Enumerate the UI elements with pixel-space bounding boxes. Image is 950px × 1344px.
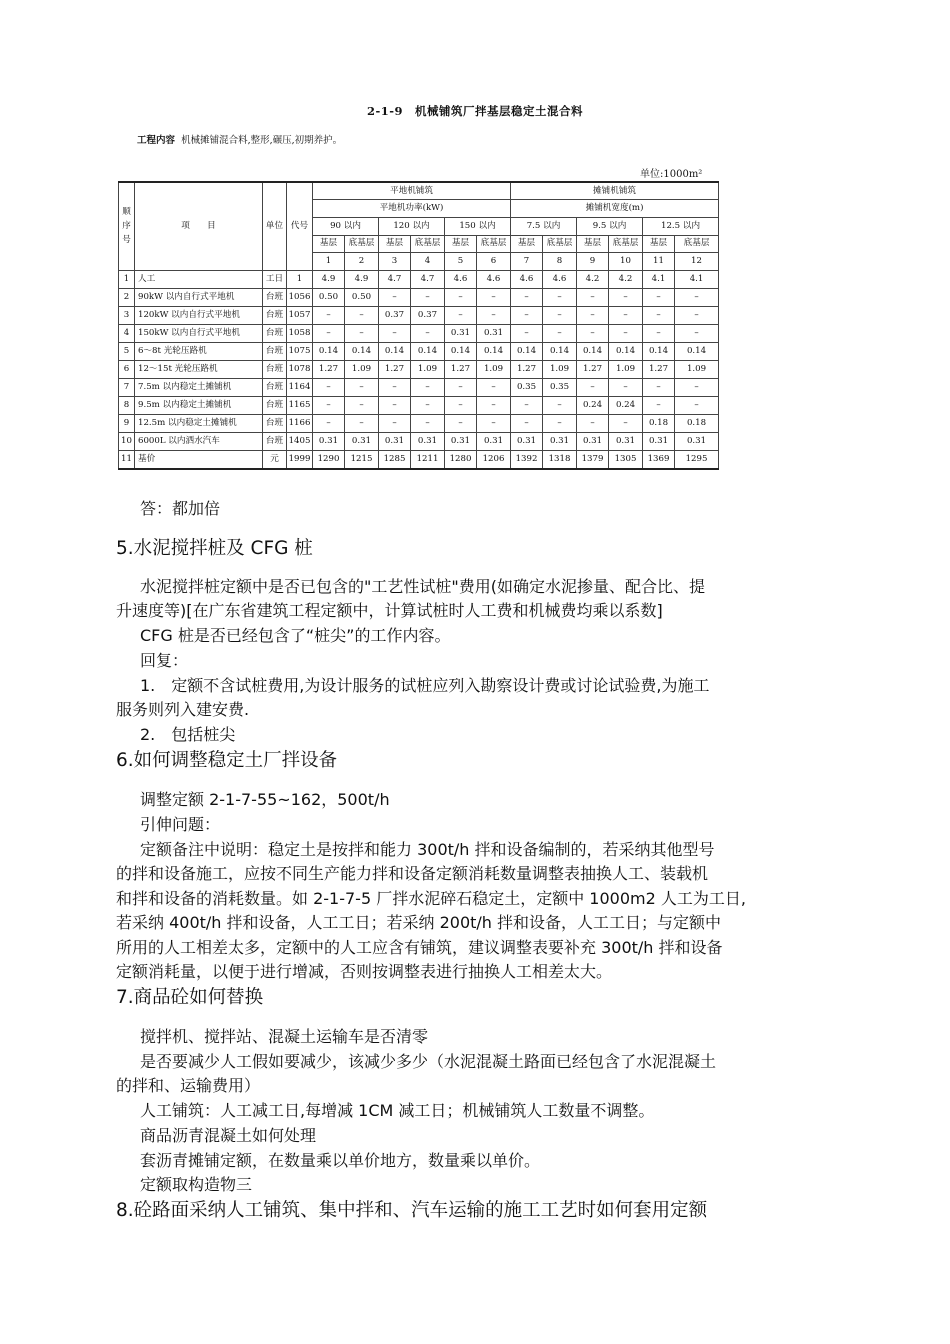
- row-value: –: [411, 324, 445, 342]
- row-value: 0.31: [477, 432, 511, 450]
- header-grader-power: 平地机功率(kW): [313, 200, 511, 218]
- row-value: –: [445, 378, 477, 396]
- row-item: 12～15t 光轮压路机: [135, 360, 263, 378]
- row-value: –: [675, 396, 719, 414]
- header-unit: 单位: [263, 182, 287, 270]
- row-value: 0.24: [577, 396, 609, 414]
- row-number: 11: [119, 450, 135, 469]
- row-item: 150kW 以内自行式平地机: [135, 324, 263, 342]
- header-layer: 基层: [577, 235, 609, 253]
- row-value: 1.09: [675, 360, 719, 378]
- s6-para-3a: 定额备注中说明：稳定土是按拌和能力 300t/h 拌和设备编制的，若采纳其他型号: [140, 840, 715, 859]
- header-group-paver: 摊铺机铺筑: [511, 182, 719, 200]
- s5-para-4a: 1. 定额不含试桩费用,为设计服务的试桩应列入勘察设计费或讨论试验费,为施工: [140, 676, 710, 695]
- s7-para-2b: 的拌和、运输费用）: [116, 1076, 261, 1095]
- row-value: –: [379, 396, 411, 414]
- row-value: –: [345, 324, 379, 342]
- header-layer: 底基层: [609, 235, 643, 253]
- header-layer: 基层: [511, 235, 543, 253]
- row-value: –: [609, 306, 643, 324]
- table-row: [119, 450, 719, 469]
- row-value: –: [643, 324, 675, 342]
- row-item: 基价: [135, 450, 263, 469]
- header-col-number: 4: [411, 253, 445, 271]
- row-value: –: [313, 414, 345, 432]
- row-item: 9.5m 以内稳定土摊铺机: [135, 396, 263, 414]
- row-value: –: [345, 414, 379, 432]
- row-item: 6～8t 光轮压路机: [135, 342, 263, 360]
- row-value: 4.9: [345, 270, 379, 288]
- row-unit: 台班: [263, 360, 287, 378]
- header-layer: 底基层: [675, 235, 719, 253]
- row-value: –: [643, 378, 675, 396]
- header-col-number: 9: [577, 253, 609, 271]
- header-col-number: 1: [313, 253, 345, 271]
- row-code: 1164: [287, 378, 313, 396]
- row-item: 120kW 以内自行式平地机: [135, 306, 263, 324]
- row-code: 1: [287, 270, 313, 288]
- row-value: –: [675, 288, 719, 306]
- row-value: –: [577, 324, 609, 342]
- s6-para-3e: 所用的人工相差太多，定额中的人工应含有铺筑，建议调整表要补充 300t/h 拌和设备: [116, 938, 723, 957]
- row-value: 1.09: [609, 360, 643, 378]
- header-layer: 底基层: [345, 235, 379, 253]
- header-layer: 底基层: [411, 235, 445, 253]
- row-value: 0.24: [609, 396, 643, 414]
- row-value: 4.2: [609, 270, 643, 288]
- section-7-heading: 7.商品砼如何替换: [116, 987, 264, 1008]
- quota-table: [118, 181, 719, 470]
- s5-para-2: CFG 桩是否已经包含了“桩尖”的工作内容。: [140, 626, 451, 645]
- row-number: 2: [119, 288, 135, 306]
- row-value: 4.2: [577, 270, 609, 288]
- row-value: 0.31: [445, 432, 477, 450]
- header-col-number: 7: [511, 253, 543, 271]
- s5-para-1b: 升速度等)[在广东省建筑工程定额中，计算试桩时人工费和机械费均乘以系数]: [116, 601, 663, 620]
- header-item: 项 目: [135, 182, 263, 270]
- row-value: –: [313, 396, 345, 414]
- header-col-number: 11: [643, 253, 675, 271]
- row-code: 1056: [287, 288, 313, 306]
- header-group-grader: 平地机铺筑: [313, 182, 511, 200]
- row-value: –: [511, 324, 543, 342]
- row-value: –: [445, 396, 477, 414]
- row-code: 1405: [287, 432, 313, 450]
- row-value: –: [313, 378, 345, 396]
- row-value: –: [675, 378, 719, 396]
- row-value: –: [477, 414, 511, 432]
- row-value: –: [379, 414, 411, 432]
- row-value: 4.6: [511, 270, 543, 288]
- row-value: 1206: [477, 450, 511, 469]
- row-value: 0.31: [411, 432, 445, 450]
- header-col-number: 10: [609, 253, 643, 271]
- row-value: 1.27: [643, 360, 675, 378]
- row-value: 0.14: [675, 342, 719, 360]
- row-value: 1295: [675, 450, 719, 469]
- row-unit: 台班: [263, 396, 287, 414]
- row-value: 0.14: [609, 342, 643, 360]
- row-number: 7: [119, 378, 135, 396]
- row-value: 0.35: [543, 378, 577, 396]
- row-value: –: [345, 378, 379, 396]
- table-row: [119, 270, 719, 288]
- row-value: –: [543, 396, 577, 414]
- table-row: [119, 324, 719, 342]
- row-value: –: [477, 306, 511, 324]
- row-value: –: [675, 306, 719, 324]
- row-value: 1.27: [577, 360, 609, 378]
- row-value: 0.31: [477, 324, 511, 342]
- header-col-number: 6: [477, 253, 511, 271]
- row-number: 1: [119, 270, 135, 288]
- row-value: 0.31: [345, 432, 379, 450]
- row-unit: 台班: [263, 378, 287, 396]
- header-layer: 底基层: [543, 235, 577, 253]
- s6-para-2: 引伸问题：: [140, 815, 221, 834]
- s5-para-1a: 水泥搅拌桩定额中是否已包含的"工艺性试桩"费用(如确定水泥掺量、配合比、提: [140, 577, 705, 596]
- row-value: 1215: [345, 450, 379, 469]
- row-unit: 台班: [263, 288, 287, 306]
- row-value: –: [643, 288, 675, 306]
- row-value: –: [543, 288, 577, 306]
- row-value: –: [445, 306, 477, 324]
- row-value: 0.14: [643, 342, 675, 360]
- row-value: 4.7: [411, 270, 445, 288]
- row-value: –: [445, 414, 477, 432]
- row-value: 0.37: [379, 306, 411, 324]
- row-value: –: [577, 288, 609, 306]
- row-value: 4.9: [313, 270, 345, 288]
- row-value: –: [379, 324, 411, 342]
- row-value: –: [511, 288, 543, 306]
- row-value: –: [477, 396, 511, 414]
- answer-text: 答：都加倍: [140, 499, 221, 518]
- row-value: 4.6: [543, 270, 577, 288]
- row-value: 1.09: [543, 360, 577, 378]
- row-number: 5: [119, 342, 135, 360]
- s5-para-3: 回复：: [140, 651, 189, 670]
- row-value: 1369: [643, 450, 675, 469]
- row-value: 0.31: [675, 432, 719, 450]
- work-content-label: 工程内容: [137, 135, 176, 146]
- row-code: 1075: [287, 342, 313, 360]
- row-value: 0.14: [577, 342, 609, 360]
- row-unit: 元: [263, 450, 287, 469]
- row-value: 0.31: [543, 432, 577, 450]
- table-row: [119, 414, 719, 432]
- row-value: 0.50: [345, 288, 379, 306]
- row-value: 1.27: [379, 360, 411, 378]
- header-seq: 顺序号: [119, 182, 135, 270]
- row-value: 0.31: [313, 432, 345, 450]
- row-unit: 台班: [263, 306, 287, 324]
- row-value: –: [609, 378, 643, 396]
- row-value: 0.14: [313, 342, 345, 360]
- section-8-heading: 8.砼路面采纳人工铺筑、集中拌和、汽车运输的施工工艺时如何套用定额: [116, 1200, 708, 1221]
- table-title: 2-1-9 机械铺筑厂拌基层稳定土混合料: [366, 104, 584, 118]
- row-value: 0.37: [411, 306, 445, 324]
- row-value: 4.1: [643, 270, 675, 288]
- row-code: 1078: [287, 360, 313, 378]
- row-value: 1.27: [313, 360, 345, 378]
- row-number: 8: [119, 396, 135, 414]
- header-size: 7.5 以内: [511, 217, 577, 235]
- row-code: 1166: [287, 414, 313, 432]
- row-item: 12.5m 以内稳定土摊铺机: [135, 414, 263, 432]
- row-item: 人工: [135, 270, 263, 288]
- row-number: 10: [119, 432, 135, 450]
- row-number: 4: [119, 324, 135, 342]
- row-value: –: [543, 414, 577, 432]
- row-value: –: [577, 414, 609, 432]
- table-row: [119, 360, 719, 378]
- row-value: –: [379, 288, 411, 306]
- s6-para-3d: 若采纳 400t/h 拌和设备，人工工日；若采纳 200t/h 拌和设备，人工工日；与定额中: [116, 913, 722, 932]
- header-size: 150 以内: [445, 217, 511, 235]
- row-value: –: [543, 306, 577, 324]
- row-value: –: [313, 306, 345, 324]
- row-value: 0.31: [609, 432, 643, 450]
- row-code: 1165: [287, 396, 313, 414]
- row-value: –: [577, 306, 609, 324]
- row-value: 0.14: [511, 342, 543, 360]
- header-col-number: 2: [345, 253, 379, 271]
- row-value: 1318: [543, 450, 577, 469]
- table-row: [119, 378, 719, 396]
- s7-para-1: 搅拌机、搅拌站、混凝土运输车是否清零: [140, 1027, 429, 1046]
- row-value: 1379: [577, 450, 609, 469]
- row-value: 0.14: [477, 342, 511, 360]
- table-row: [119, 396, 719, 414]
- s7-para-5: 套沥青摊铺定额，在数量乘以单价地方，数量乘以单价。: [140, 1151, 541, 1170]
- row-value: 0.14: [543, 342, 577, 360]
- row-value: 0.31: [577, 432, 609, 450]
- s7-para-3: 人工铺筑：人工减工日,每增减 1CM 减工日；机械铺筑人工数量不调整。: [140, 1101, 655, 1120]
- row-unit: 工日: [263, 270, 287, 288]
- row-value: 0.18: [643, 414, 675, 432]
- row-unit: 台班: [263, 324, 287, 342]
- row-value: 4.1: [675, 270, 719, 288]
- row-value: 0.31: [511, 432, 543, 450]
- row-value: –: [477, 288, 511, 306]
- work-content: [137, 132, 342, 146]
- table-row: [119, 342, 719, 360]
- header-col-number: 3: [379, 253, 411, 271]
- row-value: 1305: [609, 450, 643, 469]
- header-col-number: 5: [445, 253, 477, 271]
- row-value: 1.27: [511, 360, 543, 378]
- row-value: –: [609, 288, 643, 306]
- row-item: 6000L 以内洒水汽车: [135, 432, 263, 450]
- row-value: 4.6: [477, 270, 511, 288]
- row-value: –: [313, 324, 345, 342]
- row-item: 7.5m 以内稳定土摊铺机: [135, 378, 263, 396]
- header-size: 12.5 以内: [643, 217, 719, 235]
- row-value: –: [445, 288, 477, 306]
- header-layer: 基层: [379, 235, 411, 253]
- header-layer: 基层: [643, 235, 675, 253]
- row-value: 1.09: [477, 360, 511, 378]
- row-value: 0.14: [445, 342, 477, 360]
- row-value: 1.27: [445, 360, 477, 378]
- row-value: –: [345, 306, 379, 324]
- row-unit: 台班: [263, 414, 287, 432]
- row-value: 1285: [379, 450, 411, 469]
- row-value: –: [675, 324, 719, 342]
- row-value: –: [411, 414, 445, 432]
- row-number: 3: [119, 306, 135, 324]
- row-value: –: [379, 378, 411, 396]
- header-layer: 基层: [313, 235, 345, 253]
- header-code: 代号: [287, 182, 313, 270]
- row-value: –: [345, 396, 379, 414]
- s5-para-5: 2. 包括桩尖: [140, 725, 236, 744]
- row-value: 1290: [313, 450, 345, 469]
- unit-label: 单位:1000m²: [640, 169, 703, 180]
- row-value: –: [511, 396, 543, 414]
- header-layer: 基层: [445, 235, 477, 253]
- row-value: 1392: [511, 450, 543, 469]
- header-col-number: 12: [675, 253, 719, 271]
- row-value: 0.14: [411, 342, 445, 360]
- row-value: –: [511, 306, 543, 324]
- row-value: 0.14: [345, 342, 379, 360]
- row-value: 0.18: [675, 414, 719, 432]
- row-value: –: [609, 414, 643, 432]
- row-value: 4.7: [379, 270, 411, 288]
- s6-para-3f: 定额消耗量，以便于进行增减，否则按调整表进行抽换人工相差太大。: [116, 962, 613, 981]
- work-content-text: 机械摊铺混合料,整形,碾压,初期养护。: [181, 135, 343, 146]
- s6-para-3b: 的拌和设备施工，应按不同生产能力拌和设备定额消耗数量调整表抽换人工、装载机: [116, 864, 709, 883]
- s7-para-2a: 是否要减少人工假如要减少，该减少多少（水泥混凝土路面已经包含了水泥混凝土: [140, 1052, 717, 1071]
- row-number: 6: [119, 360, 135, 378]
- row-value: 0.31: [445, 324, 477, 342]
- row-value: –: [609, 324, 643, 342]
- row-value: –: [477, 378, 511, 396]
- section-6-heading: 6.如何调整稳定土厂拌设备: [116, 750, 338, 771]
- row-value: –: [411, 396, 445, 414]
- header-layer: 底基层: [477, 235, 511, 253]
- row-value: –: [411, 288, 445, 306]
- row-value: 0.31: [379, 432, 411, 450]
- row-value: –: [511, 414, 543, 432]
- row-value: 0.35: [511, 378, 543, 396]
- row-value: 1280: [445, 450, 477, 469]
- row-value: 1.09: [345, 360, 379, 378]
- header-size: 9.5 以内: [577, 217, 643, 235]
- row-code: 1999: [287, 450, 313, 469]
- row-unit: 台班: [263, 432, 287, 450]
- header-paver-width: 摊铺机宽度(m): [511, 200, 719, 218]
- table-row: [119, 288, 719, 306]
- s5-para-4b: 服务则列入建安费.: [116, 700, 250, 719]
- s7-para-6: 定额取构造物三: [140, 1175, 253, 1194]
- row-value: 0.14: [379, 342, 411, 360]
- row-value: 4.6: [445, 270, 477, 288]
- row-value: –: [411, 378, 445, 396]
- row-code: 1057: [287, 306, 313, 324]
- table-row: [119, 306, 719, 324]
- s7-para-4: 商品沥青混凝土如何处理: [140, 1126, 317, 1145]
- s6-para-1: 调整定额 2-1-7-55~162，500t/h: [140, 790, 390, 809]
- table-row: [119, 432, 719, 450]
- header-col-number: 8: [543, 253, 577, 271]
- row-number: 9: [119, 414, 135, 432]
- header-size: 120 以内: [379, 217, 445, 235]
- row-value: 0.50: [313, 288, 345, 306]
- row-value: 0.31: [643, 432, 675, 450]
- section-5-heading: 5.水泥搅拌桩及 CFG 桩: [116, 538, 313, 559]
- row-value: –: [643, 306, 675, 324]
- row-code: 1058: [287, 324, 313, 342]
- row-value: 1.09: [411, 360, 445, 378]
- s6-para-3c: 和拌和设备的消耗数量。如 2-1-7-5 厂拌水泥碎石稳定土，定额中 1000m2 人工为工日,: [116, 889, 746, 908]
- row-value: 1211: [411, 450, 445, 469]
- row-value: –: [577, 378, 609, 396]
- header-size: 90 以内: [313, 217, 379, 235]
- row-item: 90kW 以内自行式平地机: [135, 288, 263, 306]
- row-value: –: [643, 396, 675, 414]
- row-unit: 台班: [263, 342, 287, 360]
- row-value: –: [543, 324, 577, 342]
